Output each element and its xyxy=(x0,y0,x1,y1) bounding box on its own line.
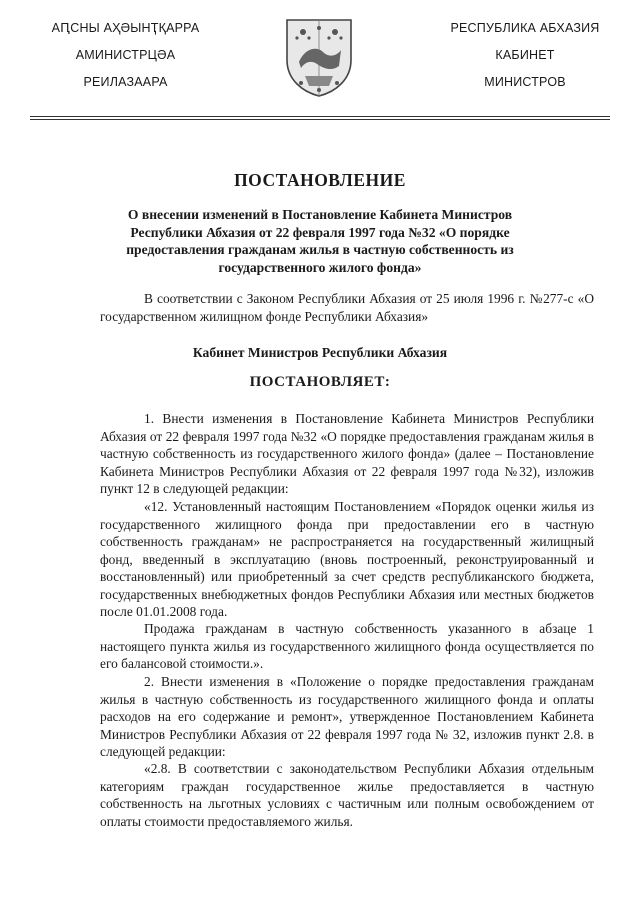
paragraph-2-quote-2-8: «2.8. В соответствии с законодательством Республики Абхазия отдельным категориям граждан государственное жилье предоставляется в частную собственность на льготных условиях с частичным или полным освобождением от оплаты стоимости предоставляемого жилья. xyxy=(100,761,594,829)
header-divider-top xyxy=(30,116,610,117)
header-left-line-3: РЕИЛАЗААРА xyxy=(83,75,168,89)
preamble: В соответствии с Законом Республики Абхазия от 25 июля 1996 г. №277-с «О государственном жилищном фонде Республики Абхазия» xyxy=(100,291,594,324)
coat-of-arms-icon xyxy=(283,16,355,98)
resolution-word: ПОСТАНОВЛЯЕТ: xyxy=(249,374,391,390)
header-right-line-2: КАБИНЕТ xyxy=(495,48,555,62)
header-left-block xyxy=(38,22,213,103)
header-divider-bottom xyxy=(30,119,610,120)
issuing-authority: Кабинет Министров Республики Абхазия xyxy=(192,345,448,360)
document-title: ПОСТАНОВЛЕНИЕ xyxy=(234,170,406,190)
document-subject: О внесении изменений в Постановление Кабинета Министров Республики Абхазия от 22 февраля 1997 года №32 «О порядке предоставления гражданам жилья в частную собственность из государственного жилого фонда» xyxy=(126,207,514,275)
header-right-line-1: РЕСПУБЛИКА АБХАЗИЯ xyxy=(450,21,600,35)
paragraph-1-quote-12: «12. Установленный настоящим Постановлением «Порядок оценки жилья из государственного жилищного фонда при предоставлении его в частную собственность гражданам» не распространяется на государственный жилищный фонд, введенный в эксплуатацию (вновь построенный, реконструированный и восстановленный) или приобретенный за счет средств республиканского бюджета, государственных внебюджетных фондов Республики Абхазия или местных бюджетов после 01.01.2008 года. xyxy=(100,499,594,619)
header-right-block xyxy=(430,22,620,103)
paragraph-2: 2. Внести изменения в «Положение о порядке предоставления гражданам жилья в частную собственность из государственного жилищного фонда и оплаты расходов на его содержание и ремонт», утвержденное Постановлением Кабинета Министров Республики Абхазия от 22 февраля 1997 года № 32, изложив пункт 2.8. в следующей редакции: xyxy=(100,674,594,759)
paragraph-1: 1. Внести изменения в Постановление Кабинета Министров Республики Абхазия от 22 февраля 1997 года №32 «О порядке предоставления гражданам жилья в частную собственность из государственного жилого фонда» (далее – Постановление Кабинета Министров Республики Абхазия от 22 февраля 1997 года №32), изложив пункт 12 в следующей редакции: xyxy=(100,411,594,496)
paragraph-1-quote-12-sub: Продажа гражданам в частную собственность указанного в абзаце 1 настоящего пункта жилья из государственного жилищного фонда осуществляется по его балансовой стоимости.». xyxy=(100,621,594,671)
header-left-line-1: АԤСНЫ АҲӘЫНҬҚАРРА xyxy=(51,21,200,35)
header-left-line-2: АМИНИСТРЦӘА xyxy=(75,48,176,62)
header-right-line-3: МИНИСТРОВ xyxy=(484,75,566,89)
